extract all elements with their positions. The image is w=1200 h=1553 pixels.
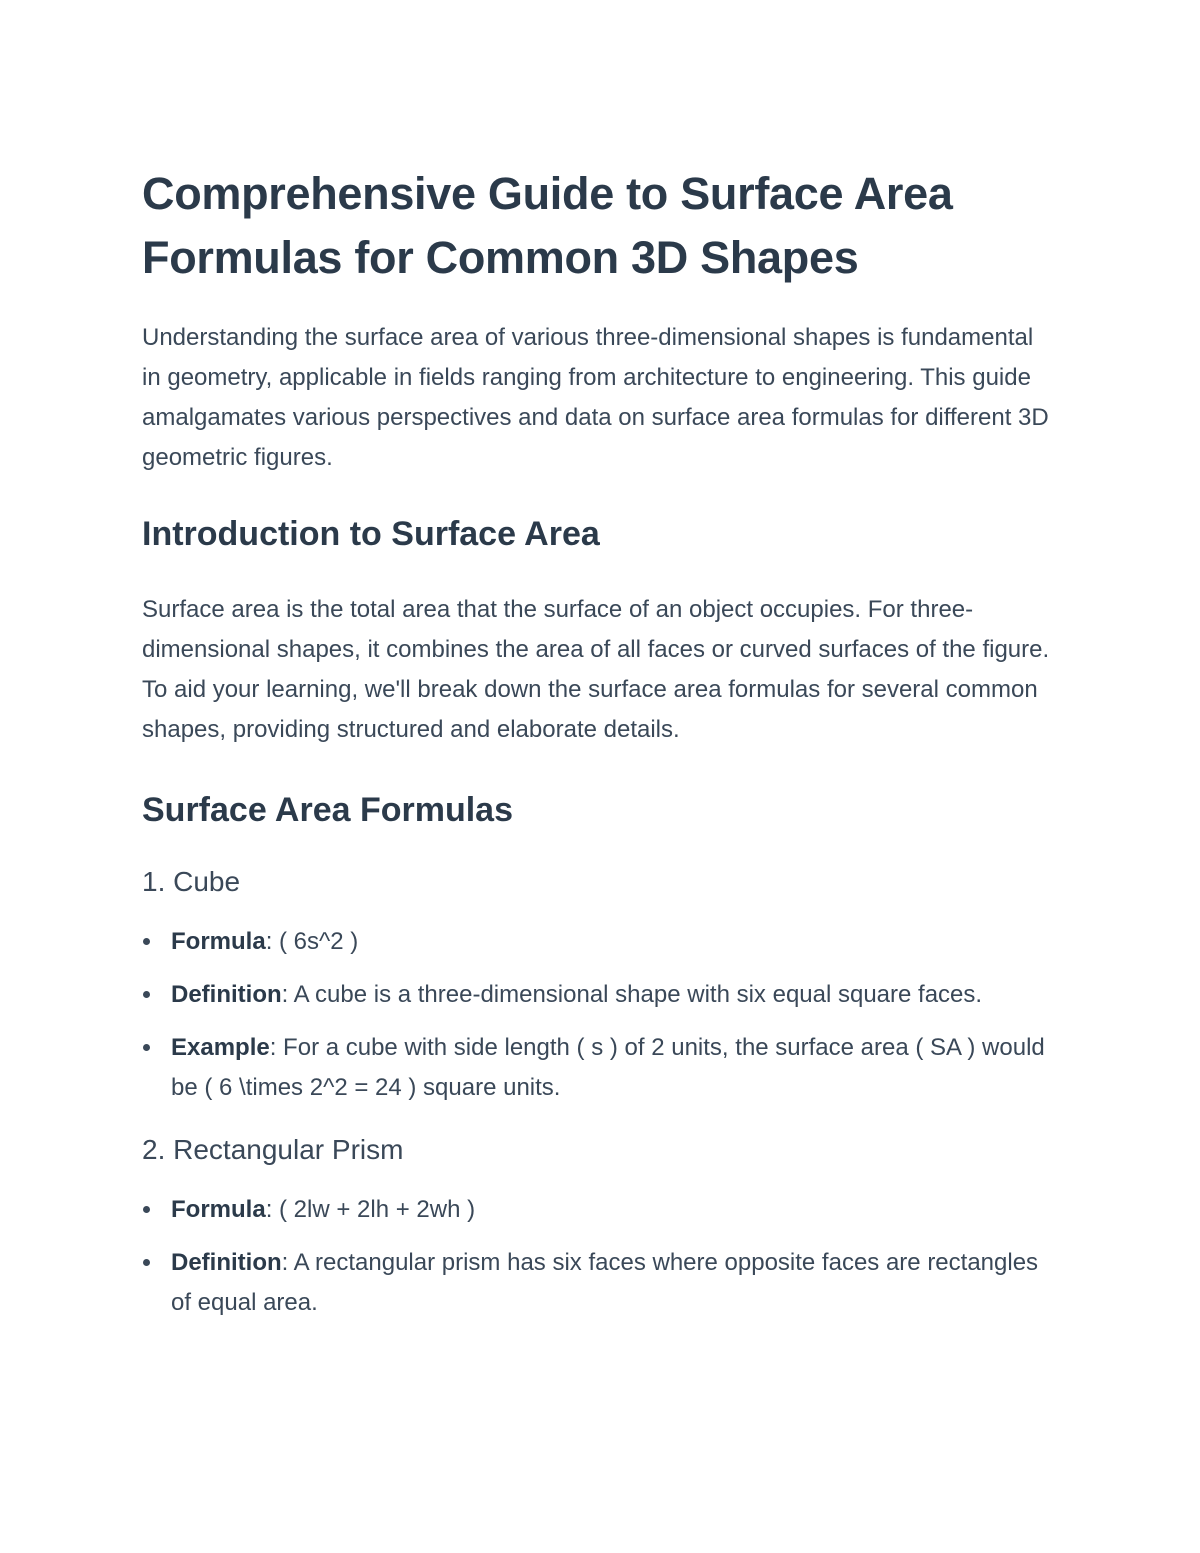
list-item — [142, 975, 1052, 1015]
section-heading-introduction: Introduction to Surface Area — [142, 515, 600, 553]
bullet-icon — [143, 991, 150, 998]
bullet-icon — [143, 1259, 150, 1266]
item-text: : A rectangular prism has six faces where opposite faces are rectangles of equal area. — [171, 1249, 1039, 1316]
item-label: Formula — [171, 1196, 266, 1223]
item-text: : ( 6s^2 ) — [265, 928, 359, 955]
introduction-paragraph: Surface area is the total area that the surface of an object occupies. For three-dimensional shapes, it combines the area of all faces or curved surfaces of the figure. To aid your learning, we'll break down the surface area formulas for several common shapes, providing structured and elaborate details. — [142, 596, 1050, 743]
page-title: Comprehensive Guide to Surface Area Formulas for Common 3D Shapes — [142, 168, 953, 283]
bullet-icon — [143, 1044, 150, 1051]
cube-bullet-list — [142, 922, 1052, 1108]
bullet-icon — [143, 938, 150, 945]
item-text: : For a cube with side length ( s ) of 2 units, the surface area ( SA ) would be ( 6 \times 2^2 = 24 ) square units. — [171, 1034, 1045, 1101]
item-label: Definition — [171, 1249, 282, 1276]
prism-bullet-list — [142, 1190, 1052, 1323]
list-item — [142, 1243, 1052, 1323]
document-page — [142, 162, 1052, 1336]
intro-paragraph: Understanding the surface area of various three-dimensional shapes is fundamental in geometry, applicable in fields ranging from architecture to engineering. This guide amalgamates various perspectives and data on surface area formulas for different 3D geometric figures. — [142, 324, 1049, 471]
section-heading-formulas: Surface Area Formulas — [142, 791, 513, 829]
list-item — [142, 1028, 1052, 1108]
subheading-rectangular-prism: 2. Rectangular Prism — [142, 1134, 404, 1165]
item-label: Formula — [171, 928, 266, 955]
list-item — [142, 922, 1052, 962]
item-label: Example — [171, 1034, 270, 1061]
item-label: Definition — [171, 981, 282, 1008]
subheading-cube: 1. Cube — [142, 866, 241, 897]
item-text: : ( 2lw + 2lh + 2wh ) — [265, 1196, 476, 1223]
list-item — [142, 1190, 1052, 1230]
bullet-icon — [143, 1206, 150, 1213]
item-text: : A cube is a three-dimensional shape with six equal square faces. — [281, 981, 983, 1008]
